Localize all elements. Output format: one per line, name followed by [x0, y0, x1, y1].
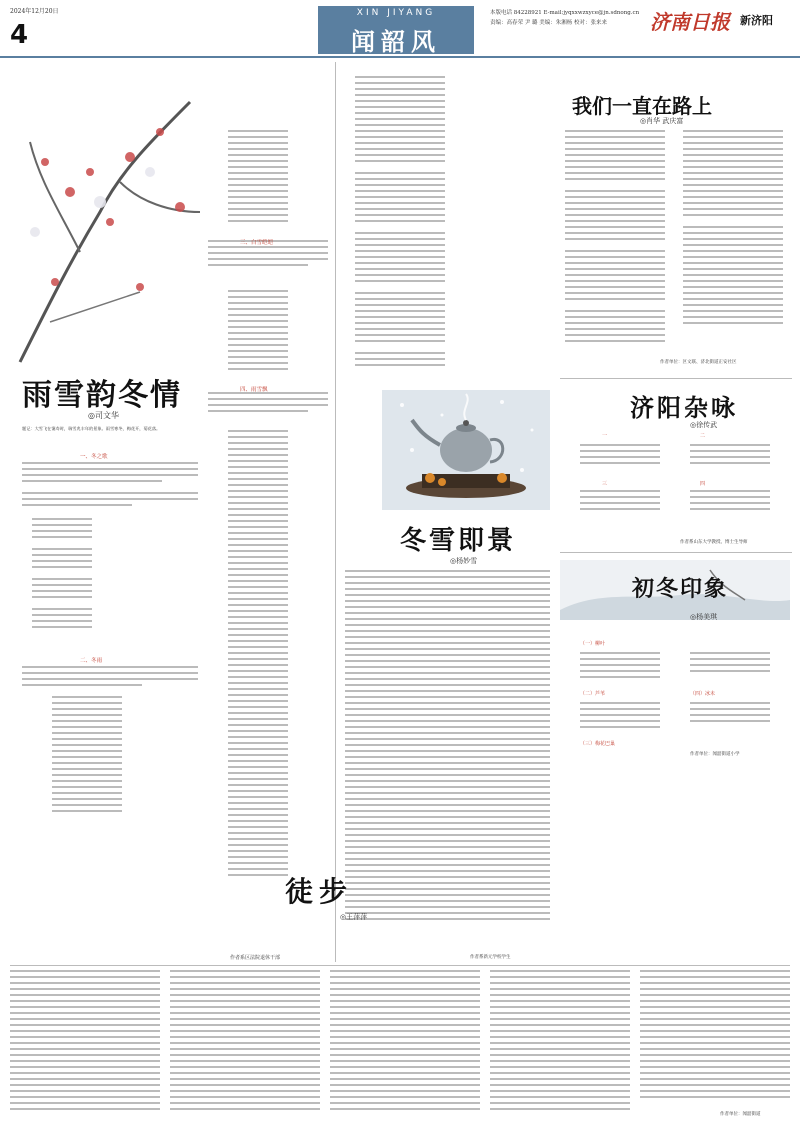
center-poem-text	[345, 66, 495, 396]
yuxue-sec4: 四、雨雪飘	[240, 387, 268, 393]
dongxue-byline: 作者系新元学校学生	[470, 955, 511, 960]
jiyang-title: 济阳杂咏	[630, 394, 738, 422]
jiyang-sec2: 二	[700, 433, 706, 439]
women-title: 我们一直在路上	[572, 94, 712, 118]
divider-chudong	[560, 552, 792, 553]
jiyang-text	[570, 440, 790, 530]
dongxue-author: ◎杨妙雪	[450, 557, 478, 565]
jiyang-sec1: 一	[602, 433, 608, 439]
women-byline: 作者单位：区文联、济北街道正安社区	[660, 360, 737, 365]
yuxue-byline: 作者系区法院退休干部	[230, 955, 281, 961]
dongxue-title: 冬雪即景	[400, 526, 517, 556]
section-banner	[318, 6, 474, 54]
yuxue-body2	[22, 666, 198, 966]
yuxue-author: ◎司文华	[88, 411, 119, 420]
yuxue-intro: 题记：大雪飞在霭寿时，瑞雪兆丰年的景象。雨雪寒冬，梅花开，菊花落。	[22, 426, 161, 431]
chudong-title: 初冬印象	[632, 577, 729, 602]
edition-name: 新济阳	[740, 14, 773, 27]
yuxue-sec3: 三、白雪皑皑	[240, 240, 274, 246]
women-text	[565, 130, 790, 360]
page-number: 4	[10, 20, 29, 50]
plum-painting	[10, 62, 210, 372]
chudong-byline: 作者单位：闻韶街道小学	[690, 752, 740, 757]
divider-jiyang	[560, 378, 792, 379]
chudong-author: ◎杨美琪	[690, 613, 718, 621]
yuxue-body1	[22, 462, 198, 652]
jiyang-author: ◎徐传武	[690, 421, 718, 429]
jiyang-byline: 作者系山东大学教授、博士生导师	[680, 540, 748, 545]
header-rule	[0, 56, 800, 58]
contact-info: 本版电话 84228921 E-mail:jyqxxwzxyce@jn.sdnong.cn	[490, 10, 640, 16]
column-divider-1	[335, 62, 336, 962]
jiyang-sec4: 四	[700, 481, 706, 487]
page-header	[0, 0, 800, 56]
tubu-byline: 作者单位：闻韶街道	[720, 1112, 761, 1117]
chudong-sec4: （四）冰未	[690, 691, 716, 697]
chudong-sec2: （二）芦苇	[580, 691, 606, 697]
tubu-author: ◎王萍萍	[340, 913, 368, 921]
yuxue-sec2: 二、冬雨	[80, 658, 103, 664]
chudong-sec1: （一）柳叶	[580, 641, 606, 647]
tubu-title: 徒步	[285, 875, 354, 908]
women-author: ◎肖华 武庆富	[640, 117, 684, 125]
jiyang-sec3: 三	[602, 481, 608, 487]
teapot-illustration	[382, 390, 550, 510]
section-title: 闻韶风	[351, 28, 441, 56]
yuxue-title: 雨雪韵冬情	[22, 378, 182, 413]
yuxue-sec1: 一、冬之歌	[80, 454, 108, 460]
chudong-sec3: （三）梅花巴巢	[580, 741, 616, 747]
chudong-text	[570, 648, 790, 758]
yuxue-col2	[208, 130, 328, 960]
paper-logo: 济南日报	[650, 10, 730, 34]
dongxue-text	[345, 570, 550, 950]
editor-info: 责编：高春荣 尹 璐 美编：朱湘杨 校对：张来来	[490, 20, 607, 26]
date-line: 2024年12月20日	[10, 8, 59, 15]
section-pinyin: XIN JIYANG	[356, 8, 436, 18]
tubu-text	[10, 930, 790, 1120]
